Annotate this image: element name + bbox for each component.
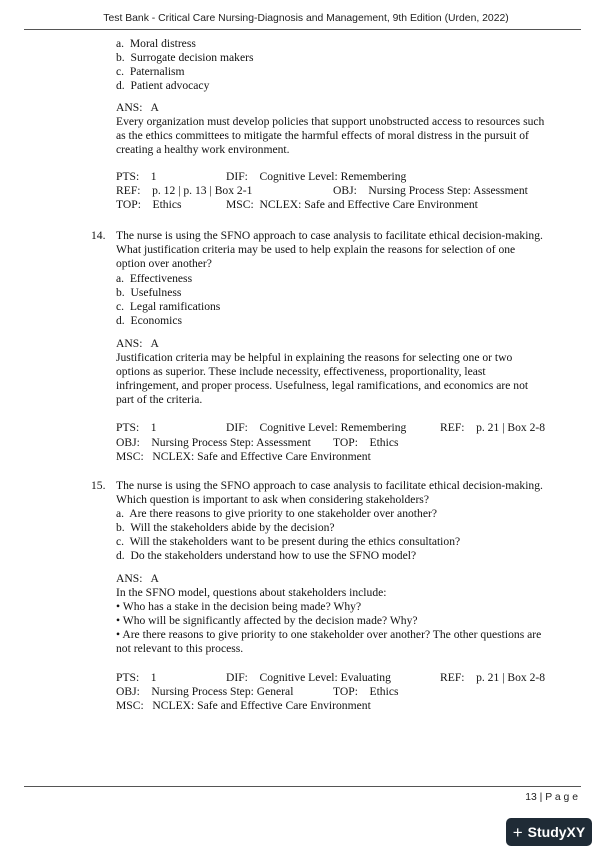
q14-stem-line: The nurse is using the SFNO approach to case analysis to facilitate ethical decision-making.	[116, 229, 543, 242]
q15-dif: DIF: Cognitive Level: Evaluating	[226, 671, 391, 684]
q13-msc: MSC: NCLEX: Safe and Effective Care Environment	[226, 198, 478, 211]
document-header: Test Bank - Critical Care Nursing-Diagnosis and Management, 9th Edition (Urden, 2022)	[103, 13, 509, 24]
q13-rationale-line: creating a healthy work environment.	[116, 143, 290, 156]
q13-option-b: b. Surrogate decision makers	[116, 51, 254, 64]
q13-rationale-line: as the ethics committees to mitigate the harmful effects of moral distress in the pursuit of	[116, 129, 529, 142]
q15-rationale-line: • Are there reasons to give priority to one stakeholder over another? The other questions are	[116, 628, 542, 641]
q14-option-d: d. Economics	[116, 314, 183, 327]
plus-icon: +	[512, 822, 523, 842]
q15-msc: MSC: NCLEX: Safe and Effective Care Environment	[116, 699, 371, 712]
q13-pts: PTS: 1	[116, 170, 157, 183]
q15-obj: OBJ: Nursing Process Step: General	[116, 685, 294, 698]
q14-stem-line: option over another?	[116, 257, 212, 270]
q14-rationale-line: infringement, and proper process. Usefulness, legal ramifications, and economics are not	[116, 379, 529, 392]
q15-stem-line: Which question is important to ask when considering stakeholders?	[116, 493, 429, 506]
q13-ref: REF: p. 12 | p. 13 | Box 2-1	[116, 184, 253, 197]
q13-option-c: c. Paternalism	[116, 65, 185, 78]
q15-rationale-line: • Who has a stake in the decision being made? Why?	[116, 600, 362, 613]
q15-stem-line: The nurse is using the SFNO approach to case analysis to facilitate ethical decision-making.	[116, 479, 543, 492]
q13-rationale-line: Every organization must develop policies that support unobstructed access to resources such	[116, 115, 545, 128]
q14-answer: ANS: A	[116, 337, 159, 350]
q15-option-b: b. Will the stakeholders abide by the decision?	[116, 521, 335, 534]
q15-rationale-line: • Who will be significantly affected by the decision made? Why?	[116, 614, 418, 627]
q14-option-b: b. Usefulness	[116, 286, 182, 299]
q14-rationale-line: Justification criteria may be helpful in explaining the reasons for selecting one or two	[116, 351, 513, 364]
q15-ref: REF: p. 21 | Box 2-8	[440, 671, 546, 684]
footer-rule	[24, 786, 581, 787]
q13-answer: ANS: A	[116, 101, 159, 114]
q14-msc: MSC: NCLEX: Safe and Effective Care Environment	[116, 450, 371, 463]
q14-rationale-line: options as superior. These include necessity, effectiveness, proportionality, least	[116, 365, 486, 378]
studyxy-logo	[506, 818, 592, 846]
q15-top: TOP: Ethics	[333, 685, 399, 698]
q15-rationale-line: not relevant to this process.	[116, 642, 244, 655]
q15-option-a: a. Are there reasons to give priority to one stakeholder over another?	[116, 507, 437, 520]
q13-top: TOP: Ethics	[116, 198, 182, 211]
q14-option-c: c. Legal ramifications	[116, 300, 221, 313]
q15-rationale-line: In the SFNO model, questions about stakeholders include:	[116, 586, 387, 599]
logo-text: StudyXY	[527, 824, 586, 840]
q13-obj: OBJ: Nursing Process Step: Assessment	[333, 184, 528, 197]
q14-dif: DIF: Cognitive Level: Remembering	[226, 421, 407, 434]
q14-option-a: a. Effectiveness	[116, 272, 193, 285]
q13-option-d: d. Patient advocacy	[116, 79, 210, 92]
q15-number: 15.	[91, 479, 106, 492]
q15-option-d: d. Do the stakeholders understand how to use the SFNO model?	[116, 549, 417, 562]
q13-dif: DIF: Cognitive Level: Remembering	[226, 170, 407, 183]
q14-obj: OBJ: Nursing Process Step: Assessment	[116, 436, 311, 449]
page-number: 13 | P a g e	[525, 792, 578, 803]
q15-answer: ANS: A	[116, 572, 159, 585]
q14-ref: REF: p. 21 | Box 2-8	[440, 421, 546, 434]
q13-option-a: a. Moral distress	[116, 37, 196, 50]
q14-stem-line: What justification criteria may be used to help explain the reasons for selection of one	[116, 243, 516, 256]
q14-rationale-line: part of the criteria.	[116, 393, 203, 406]
q15-option-c: c. Will the stakeholders want to be present during the ethics consultation?	[116, 535, 461, 548]
q14-number: 14.	[91, 229, 106, 242]
q15-pts: PTS: 1	[116, 671, 157, 684]
q14-pts: PTS: 1	[116, 421, 157, 434]
header-rule	[24, 29, 581, 30]
q14-top: TOP: Ethics	[333, 436, 399, 449]
